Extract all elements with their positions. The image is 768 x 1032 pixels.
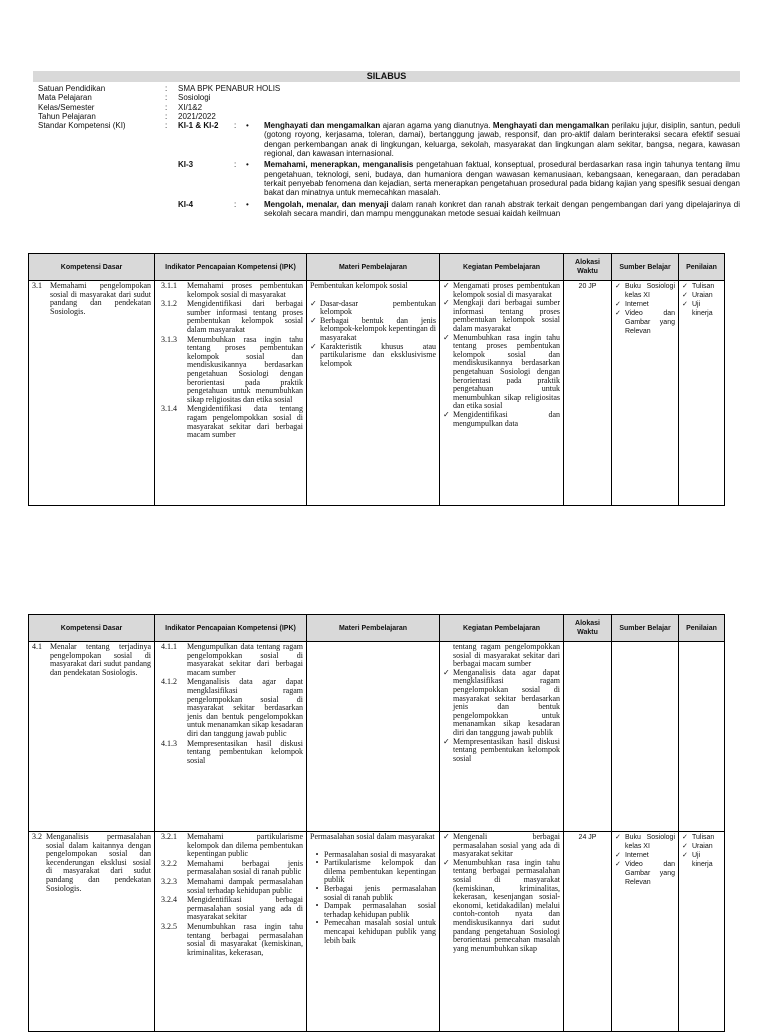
ipk-cell	[155, 642, 307, 832]
list-item: ✓ Menumbuhkan rasa ingin tahu tentang berbagai permasalahan sosial di masyarakat (kemiskinan, kriminalitas, kekerasan, kesenjangan sosial-ekonomi, ketidakadilan) melalui contoh-contoh nyata dan mendiskusikannya dari sudut pandang pengetahuan Sosiologi berorientasi pemecahan masalah yang menumbuhkan sikap	[443, 857, 560, 953]
list-item: ✓ Uji kinerja	[682, 852, 713, 868]
list-item: ✓ Menganalisis data agar dapat mengklasifikasi ragam pengelompokkan sosial di masyarakat sekitar berdasarkan jenis dan bentuk pengelompokkan untuk menanamkan sikap kesadaran diri dan tanggung jawab publik	[443, 667, 560, 737]
materi-cell	[307, 642, 440, 832]
sumber-list	[615, 282, 675, 336]
list-item: ✓ Buku Sosiologi kelas XI	[615, 283, 675, 299]
header-alokasi: Alokasi Waktu	[564, 615, 612, 642]
check-icon: ✓	[682, 292, 688, 299]
penilaian-cell	[679, 281, 725, 506]
alokasi-cell: 20 JP	[564, 281, 612, 506]
check-icon: ✓	[682, 283, 688, 290]
ki-item: KI-1 & KI-2 : • Menghayati dan mengamalkan ajaran agama yang dianutnya. Menghayati dan mengamalkan perilaku jujur, disiplin, santun, peduli (gotong royong, kerjasama, toleran, damai), bertanggung jawab, responsif, dan pro-aktif dalam berinteraksi secara efektif sesuai dengan perkembangan anak di lingkungan, keluarga, sekolah, masyarakat dan lingkungan alam sekitar, bangsa, negara, kawasan regional, dan kawasan internasional.	[178, 121, 741, 159]
list-item: ✓ Karakteristik khusus atau partikularisme dan eksklusivisme kelompok	[310, 341, 436, 368]
ipk-item: 3.1.1 Memahami proses pembentukan kelompok sosial di masyarakat	[161, 281, 303, 299]
kd-cell	[29, 281, 155, 506]
list-item: ✓ Menumbuhkan rasa ingin tahu tentang proses pembentukan kelompok sosial dan mendiskusikannya berdasarkan pengetahuan Sosiologi dengan berorientasi pada praktik pengetahuan untuk menumbuhkan sikap religiositas dan etika sosial	[443, 332, 560, 411]
bullet-icon: •	[315, 849, 319, 859]
check-icon: ✓	[443, 298, 450, 308]
ipk-item: 4.1.3 Mempresentasikan hasil diskusi tentang pembentukan kelompok sosial	[161, 738, 303, 765]
list-item: ✓ Mengkaji dari berbagai sumber informasi tentang proses pembentukan kelompok sosial dalam masyarakat	[443, 298, 560, 333]
header-kompetensi-dasar: Kompetensi Dasar	[29, 254, 155, 281]
table-row	[29, 281, 725, 506]
info-row-subject: Mata Pelajaran : Sosiologi	[38, 93, 740, 102]
info-label: Kelas/Semester	[38, 102, 95, 112]
kd-text: Menalar tentang terjadinya pengelompokan sosial di masyarakat dari sudut pandang dan pendekatan Sosiologis.	[50, 642, 151, 677]
list-item: ✓ Mengidentifikasi dan mengumpulkan data	[443, 409, 560, 428]
check-icon: ✓	[443, 832, 450, 841]
header-alokasi: Alokasi Waktu	[564, 254, 612, 281]
materi-list	[310, 300, 436, 369]
header-ipk: Indikator Pencapaian Kompetensi (IPK)	[155, 615, 307, 642]
ipk-item: 3.1.4 Mengidentifikasi data tentang ragam pengelompokkan sosial di masyarakat sekitar dari berbagai macam sumber	[161, 404, 303, 440]
syllabus-table-1	[28, 253, 725, 506]
kegiatan-cell	[440, 642, 564, 832]
bullet-icon: •	[246, 160, 249, 170]
table-header-row	[29, 615, 725, 642]
ki-text: Memahami, menerapkan, menganalisis pengetahuan faktual, konseptual, prosedural berdasarkan rasa ingin tahunya tentang ilmu pengetahuan, teknologi, seni, budaya, dan humaniora dengan wawasan kemanusiaan, kebangsaan, kenegaraan, dan peradaban terkait penyebab fenomena dan kejadian, serta menerapkan pengetahuan prosedural pada bidang kajian yang spesifik sesuai dengan bakat dan minatnya untuk memecahkan masalah.	[264, 160, 741, 198]
ipk-item: 3.1.2 Mengidentifikasi dari berbagai sumber informasi tentang proses pembentukan kelompok sosial dalam masyarakat	[161, 299, 303, 334]
syllabus-info	[38, 84, 740, 220]
check-icon: ✓	[310, 315, 317, 325]
header-kompetensi-dasar: Kompetensi Dasar	[29, 615, 155, 642]
kegiatan-continued: tentang ragam pengelompokkan sosial di masyarakat sekitar dari berbagai macam sumber	[453, 642, 560, 669]
info-label: Satuan Pendidikan	[38, 84, 106, 93]
bullet-icon: •	[315, 918, 319, 928]
ipk-item: 3.2.1 Memahami partikularisme kelompok dan dilema pembentukan kepentingan public	[161, 832, 303, 859]
header-materi: Materi Pembelajaran	[307, 254, 440, 281]
check-icon: ✓	[443, 409, 450, 419]
sumber-cell	[612, 832, 679, 1032]
info-row-class: Kelas/Semester : XI/1&2	[38, 103, 740, 112]
kd-number: 3.2	[32, 832, 42, 841]
kegiatan-list	[443, 282, 560, 428]
ipk-item: 4.1.1 Mengumpulkan data tentang ragam pengelompokkan sosial di masyarakat sekitar dari berbagai macam sumber	[161, 642, 303, 677]
list-item: • Pemecahan masalah sosial untuk mencapai kehidupan publik yang lebih baik	[310, 919, 436, 945]
materi-list	[310, 851, 436, 946]
check-icon: ✓	[310, 341, 317, 351]
check-icon: ✓	[682, 843, 688, 850]
list-item: ✓ Mempresentasikan hasil diskusi tentang pembentukan kelompok sosial	[443, 736, 560, 763]
ipk-item: 4.1.2 Menganalisis data agar dapat mengklasifikasi ragam pengelompokkan sosial di masyarakat sekitar berdasarkan jenis dan bentuk pengelompokkan untuk menanamkan sikap kesadaran diri dan tanggung jawab public	[161, 677, 303, 738]
bullet-icon: •	[315, 858, 319, 868]
check-icon: ✓	[615, 834, 621, 841]
check-icon: ✓	[682, 852, 688, 859]
check-icon: ✓	[682, 301, 688, 308]
check-icon: ✓	[443, 736, 450, 746]
ki-item: KI-4 : • Mengolah, menalar, dan menyaji dalam ranah konkret dan ranah abstrak terkait dengan pengembangan dari yang dipelajarinya di sekolah secara mandiri, dan mampu menggunakan metode sesuai kaidah keilmuan	[178, 199, 741, 218]
ipk-item: 3.2.4 Mengidentifikasi berbagai permasalahan sosial yang ada di masyarakat sekitar	[161, 895, 303, 922]
check-icon: ✓	[615, 852, 621, 859]
penilaian-cell	[679, 642, 725, 832]
sumber-cell	[612, 281, 679, 506]
header-sumber: Sumber Belajar	[612, 615, 679, 642]
ki-label: Standar Kompetensi (KI)	[38, 121, 126, 131]
ki-code: KI-1 & KI-2	[178, 121, 219, 131]
info-value: Sosiologi	[178, 93, 211, 103]
header-materi: Materi Pembelajaran	[307, 615, 440, 642]
check-icon: ✓	[443, 281, 450, 290]
ipk-item: 3.1.3 Menumbuhkan rasa ingin tahu tentang proses pembentukan kelompok sosial dan mendiskusikannya berdasarkan pengetahuan Sosiologi dengan berorientasi pada praktik pengetahuan untuk menumbuhkan sikap religiositas dan etika sosial	[161, 334, 303, 404]
list-item: ✓ Video dan Gambar yang Relevan	[615, 861, 675, 886]
penilaian-list	[682, 833, 721, 869]
check-icon: ✓	[443, 857, 450, 867]
bullet-icon: •	[246, 121, 249, 131]
table-row	[29, 642, 725, 832]
materi-cell	[307, 281, 440, 506]
info-label: Mata Pelajaran	[38, 93, 92, 103]
syllabus-title: SILABUS	[33, 71, 740, 82]
ipk-cell	[155, 832, 307, 1032]
header-sumber: Sumber Belajar	[612, 254, 679, 281]
bullet-icon: •	[315, 883, 319, 893]
check-icon: ✓	[443, 332, 450, 342]
list-item: ✓ Tulisan	[682, 283, 715, 290]
ki-text: Mengolah, menalar, dan menyaji dalam ranah konkret dan ranah abstrak terkait dengan pengembangan dari yang dipelajarinya di sekolah secara mandiri, dan mampu menggunakan metode sesuai kaidah keilmuan	[264, 199, 741, 218]
header-penilaian: Penilaian	[679, 254, 725, 281]
info-row-school: Satuan Pendidikan : SMA BPK PENABUR HOLIS	[38, 84, 740, 93]
list-item: ✓ Video dan Gambar yang Relevan	[615, 310, 675, 335]
list-item: ✓ Internet	[615, 852, 649, 859]
header-ipk: Indikator Pencapaian Kompetensi (IPK)	[155, 254, 307, 281]
list-item: • Partikularisme kelompok dan dilema pembentukan kepentingan publik	[310, 859, 436, 885]
check-icon: ✓	[615, 301, 621, 308]
ipk-item: 3.2.2 Memahami berbagai jenis permasalahan sosial di ranah public	[161, 858, 303, 877]
list-item: ✓ Tulisan	[682, 834, 715, 841]
list-item: • Permasalahan sosial di masyarakat	[310, 851, 436, 860]
ipk-item: 3.2.5 Menumbuhkan rasa ingin tahu tentang berbagai permasalahan sosial di masyarakat (kemiskinan, kriminalitas, kekerasan,	[161, 921, 303, 957]
ipk-cell	[155, 281, 307, 506]
list-item: ✓ Berbagai bentuk dan jenis kelompok-kelompok kepentingan di masyarakat	[310, 315, 436, 342]
list-item: ✓ Dasar-dasar pembentukan kelompok	[310, 298, 436, 317]
check-icon: ✓	[443, 667, 450, 677]
table-header-row	[29, 254, 725, 281]
kegiatan-list	[443, 833, 560, 953]
list-item: ✓ Mengamati proses pembentukan kelompok sosial di masyarakat	[443, 281, 560, 299]
info-value: SMA BPK PENABUR HOLIS	[178, 84, 281, 93]
kd-cell	[29, 642, 155, 832]
materi-cell	[307, 832, 440, 1032]
info-row-ki: Standar Kompetensi (KI) : KI-1 & KI-2 : • Menghayati dan mengamalkan ajaran agama yang dianutnya. Menghayati dan mengamalkan perilaku jujur, disiplin, santun, peduli (gotong royong, kerjasama, toleran, damai), bertanggung jawab, responsif, dan pro-aktif dalam berinteraksi secara efektif sesuai dengan perkembangan anak di lingkungan, keluarga, sekolah, masyarakat dan lingkungan alam sekitar, bangsa, negara, kawasan regional, dan kawasan internasional. KI-3 : • Memahami, menerapkan, menganalisis pengetahuan faktual, konseptual, prosedural berdasarkan rasa ingin tahunya tentang ilmu pengetahuan, teknologi, seni, budaya, dan humaniora dengan wawasan kemanusiaan, kebangsaan, kenegaraan, dan peradaban terkait penyebab fenomena dan kejadian, serta menerapkan pengetahuan prosedural pada bidang kajian yang spesifik sesuai dengan bakat dan minatnya untuk memecahkan masalah. KI-4 : • Mengolah, menalar, dan menyaji dalam ranah konkret dan ranah abstrak terkait dengan pengembangan dari yang dipelajarinya di sekolah secara mandiri, dan mampu menggunakan metode sesuai kaidah keilmuan	[38, 121, 740, 220]
check-icon: ✓	[682, 834, 688, 841]
table-row	[29, 832, 725, 1032]
kegiatan-cell	[440, 281, 564, 506]
header-penilaian: Penilaian	[679, 615, 725, 642]
ipk-item: 3.2.3 Memahami dampak permasalahan sosial terhadap kehidupan public	[161, 876, 303, 895]
info-row-year: Tahun Pelajaran : 2021/2022	[38, 112, 740, 121]
penilaian-list	[682, 282, 721, 318]
check-icon: ✓	[615, 310, 621, 317]
bullet-icon: •	[246, 199, 249, 209]
kd-text: Memahami pengelompokan sosial di masyarakat dari sudut pandang dan pendekatan Sosiologis.	[50, 281, 151, 316]
penilaian-cell	[679, 832, 725, 1032]
kd-text: Menganalisis permasalahan sosial dalam kaitannya dengan pengelompokan sosial dan kecenderungan eksklusi sosial di masyarakat dari sudut pandang dan pendekatan Sosiologis.	[46, 832, 151, 893]
ki-item: KI-3 : • Memahami, menerapkan, menganalisis pengetahuan faktual, konseptual, prosedural berdasarkan rasa ingin tahunya tentang ilmu pengetahuan, teknologi, seni, budaya, dan humaniora dengan wawasan kemanusiaan, kebangsaan, kenegaraan, dan peradaban terkait penyebab fenomena dan kejadian, serta menerapkan pengetahuan prosedural pada bidang kajian yang spesifik sesuai dengan bakat dan minatnya untuk memecahkan masalah.	[178, 160, 741, 198]
list-item: ✓ Buku Sosiologi kelas XI	[615, 834, 675, 850]
check-icon: ✓	[615, 283, 621, 290]
materi-title: Permasalahan sosial dalam masyarakat	[310, 832, 435, 841]
info-label: Tahun Pelajaran	[38, 111, 96, 121]
syllabus-table-2	[28, 614, 725, 1032]
bullet-icon: •	[315, 901, 319, 911]
ki-list	[178, 121, 740, 220]
alokasi-cell	[564, 642, 612, 832]
list-item: ✓ Uraian	[682, 292, 713, 299]
list-item: ✓ Uraian	[682, 843, 713, 850]
sumber-list	[615, 833, 675, 887]
list-item: • Berbagai jenis permasalahan sosial di ranah publik	[310, 885, 436, 902]
info-value: 2021/2022	[178, 111, 216, 121]
list-item: ✓ Uji kinerja	[682, 301, 713, 317]
ki-code: KI-3	[178, 160, 194, 170]
check-icon: ✓	[310, 298, 317, 308]
info-value: XI/1&2	[178, 102, 203, 112]
check-icon: ✓	[615, 861, 621, 868]
kd-number: 3.1	[32, 281, 42, 290]
list-item: ✓ Mengenali berbagai permasalahan sosial yang ada di masyarakat sekitar	[443, 832, 560, 859]
materi-title: Pembentukan kelompok sosial	[310, 281, 408, 290]
kegiatan-cell	[440, 832, 564, 1032]
list-item: • Dampak permasalahan sosial terhadap kehidupan publik	[310, 902, 436, 919]
ki-text: Menghayati dan mengamalkan ajaran agama yang dianutnya. Menghayati dan mengamalkan perilaku jujur, disiplin, santun, peduli (gotong royong, kerjasama, toleran, damai), bertanggung jawab, responsif, dan pro-aktif dalam berinteraksi secara efektif sesuai dengan perkembangan anak di lingkungan, keluarga, sekolah, masyarakat dan lingkungan alam sekitar, bangsa, negara, kawasan regional, dan kawasan internasional.	[264, 121, 741, 159]
alokasi-cell: 24 JP	[564, 832, 612, 1032]
kd-cell	[29, 832, 155, 1032]
kegiatan-list	[443, 669, 560, 764]
list-item: ✓ Internet	[615, 301, 649, 308]
sumber-cell	[612, 642, 679, 832]
header-kegiatan: Kegiatan Pembelajaran	[440, 615, 564, 642]
ki-code: KI-4	[178, 199, 194, 209]
header-kegiatan: Kegiatan Pembelajaran	[440, 254, 564, 281]
kd-number: 4.1	[32, 642, 42, 651]
